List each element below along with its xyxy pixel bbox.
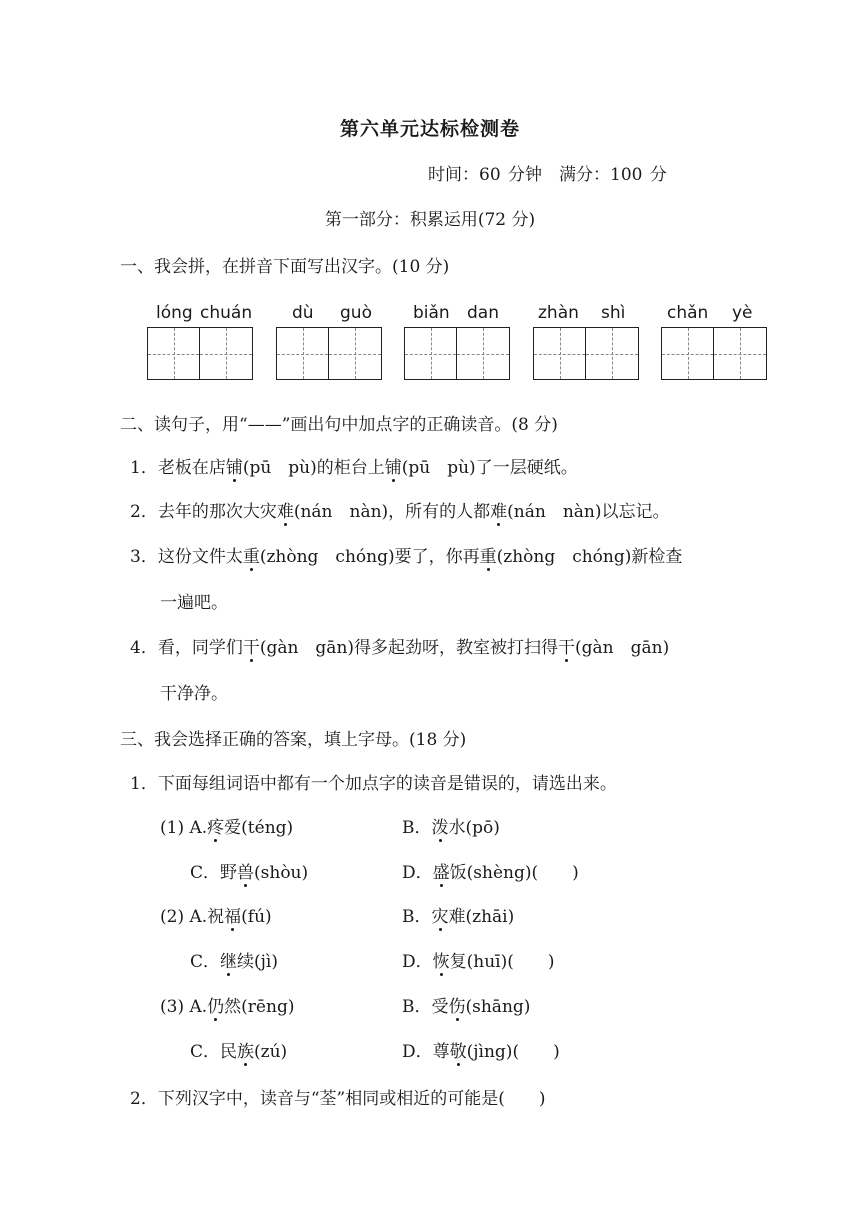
dotted-char: 泼 — [432, 813, 449, 838]
dotted-char: 盛 — [433, 858, 450, 883]
writing-cell[interactable] — [661, 327, 714, 380]
option-2b: B．灾难(zhāi) — [402, 902, 514, 927]
dotted-char: 灾 — [432, 902, 449, 927]
dotted-char: 铺 — [385, 453, 402, 478]
pinyin-text: biǎn — [413, 303, 450, 323]
pronunciation-choice[interactable]: (gàn gān)得多起劲呀，教室被打扫得 — [259, 638, 559, 658]
sentence-2 — [130, 497, 670, 522]
dotted-char: 敬 — [450, 1037, 467, 1062]
sentence-1 — [130, 453, 578, 478]
question-2-heading: 二、读句子，用“——”画出句中加点字的正确读音。(8 分) — [120, 415, 558, 435]
dotted-char: 疼 — [207, 813, 224, 838]
dotted-char: 恢 — [433, 947, 450, 972]
writing-grid[interactable] — [533, 327, 639, 380]
option-1b: B．泼水(pō) — [402, 813, 500, 838]
writing-cell[interactable] — [714, 327, 767, 380]
dotted-char: 铺 — [226, 453, 243, 478]
option-2a: (2) A.祝福(fú) — [160, 902, 272, 927]
pronunciation-choice[interactable]: (zhòng chóng)新检查 — [496, 547, 683, 567]
writing-cell[interactable] — [329, 327, 382, 380]
option-2d[interactable]: D．恢复(huī)( ) — [402, 947, 555, 972]
writing-cell[interactable] — [457, 327, 510, 380]
pinyin-text: guò — [340, 303, 372, 323]
pinyin-text: chǎn — [667, 303, 709, 323]
dotted-char: 重 — [243, 542, 260, 567]
sentence-4 — [130, 633, 669, 658]
exam-time-score: 时间：60 分钟 满分：100 分 — [428, 165, 667, 185]
sentence-text: 这份文件太 — [157, 547, 243, 567]
writing-cell[interactable] — [147, 327, 200, 380]
part-heading: 第一部分：积累运用(72 分) — [324, 210, 536, 230]
pinyin-text: chuán — [200, 303, 253, 323]
option-3c: C．民族(zú) — [190, 1037, 287, 1062]
option-3b: B．受伤(shāng) — [402, 992, 530, 1017]
pronunciation-choice[interactable]: (pū pù)的柜台上 — [242, 458, 385, 478]
dotted-char: 福 — [224, 902, 241, 927]
writing-grid[interactable] — [661, 327, 767, 380]
dotted-char: 族 — [237, 1037, 254, 1062]
pronunciation-choice[interactable]: (nán nàn)，所有的人都 — [293, 502, 491, 522]
answer-blank[interactable]: 饭(shèng)( ) — [449, 863, 579, 883]
sub-question-2[interactable]: 2．下列汉字中，读音与“荃”相同或相近的可能是( ) — [130, 1089, 546, 1109]
pinyin-text: shì — [601, 303, 626, 323]
pronunciation-choice[interactable]: (nán nàn)以忘记。 — [507, 502, 670, 522]
option-3a: (3) A.仍然(rēng) — [160, 992, 294, 1017]
dotted-char: 重 — [480, 542, 497, 567]
writing-cell[interactable] — [533, 327, 586, 380]
dotted-char: 干 — [558, 633, 575, 658]
pinyin-text: dù — [292, 303, 314, 323]
pinyin-text: dan — [467, 303, 499, 323]
question-3-heading: 三、我会选择正确的答案，填上字母。(18 分) — [120, 730, 467, 750]
dotted-char: 兽 — [237, 858, 254, 883]
option-1a: (1) A.疼爱(téng) — [160, 813, 293, 838]
dotted-char: 继 — [220, 947, 237, 972]
pinyin-text: zhàn — [538, 303, 579, 323]
writing-cell[interactable] — [586, 327, 639, 380]
option-1c: C．野兽(shòu) — [190, 858, 308, 883]
pronunciation-choice[interactable]: (gàn gān) — [575, 638, 670, 658]
pinyin-text: lóng — [156, 303, 193, 323]
writing-grid[interactable] — [404, 327, 510, 380]
sentence-3-continued: 一遍吧。 — [160, 593, 228, 613]
writing-grid[interactable] — [276, 327, 382, 380]
sub-question-1: 1．下面每组词语中都有一个加点字的读音是错误的，请选出来。 — [130, 774, 617, 794]
sentence-text: 看，同学们 — [157, 638, 243, 658]
pronunciation-choice[interactable]: (zhòng chóng)要了，你再 — [259, 547, 480, 567]
item-number: 1． — [130, 458, 158, 478]
answer-blank[interactable]: (jìng)( ) — [466, 1042, 560, 1062]
item-number: 4． — [130, 638, 158, 658]
option-1d[interactable]: D．盛饭(shèng)( ) — [402, 858, 579, 883]
writing-cell[interactable] — [276, 327, 329, 380]
item-number: 2． — [130, 502, 158, 522]
dotted-char: 干 — [243, 633, 260, 658]
pronunciation-choice[interactable]: (pū pù)了一层硬纸。 — [401, 458, 578, 478]
option-3d[interactable]: D．尊敬(jìng)( ) — [402, 1037, 560, 1062]
option-2c: C．继续(jì) — [190, 947, 278, 972]
sentence-text: 老板在店 — [157, 458, 226, 478]
writing-cell[interactable] — [200, 327, 253, 380]
dotted-char: 难 — [277, 497, 294, 522]
item-number: 3． — [130, 547, 158, 567]
dotted-char: 仍 — [207, 992, 224, 1017]
dotted-char: 伤 — [449, 992, 466, 1017]
dotted-char: 难 — [490, 497, 507, 522]
question-1-heading: 一、我会拼，在拼音下面写出汉字。(10 分) — [120, 257, 450, 277]
writing-cell[interactable] — [404, 327, 457, 380]
writing-grid[interactable] — [147, 327, 253, 380]
answer-blank[interactable]: 复(huī)( ) — [449, 952, 555, 972]
pinyin-text: yè — [732, 303, 753, 323]
sentence-text: 去年的那次大灾 — [157, 502, 277, 522]
sentence-4-continued: 干净净。 — [160, 684, 228, 704]
sentence-3 — [130, 542, 682, 567]
page-title: 第六单元达标检测卷 — [339, 118, 520, 140]
